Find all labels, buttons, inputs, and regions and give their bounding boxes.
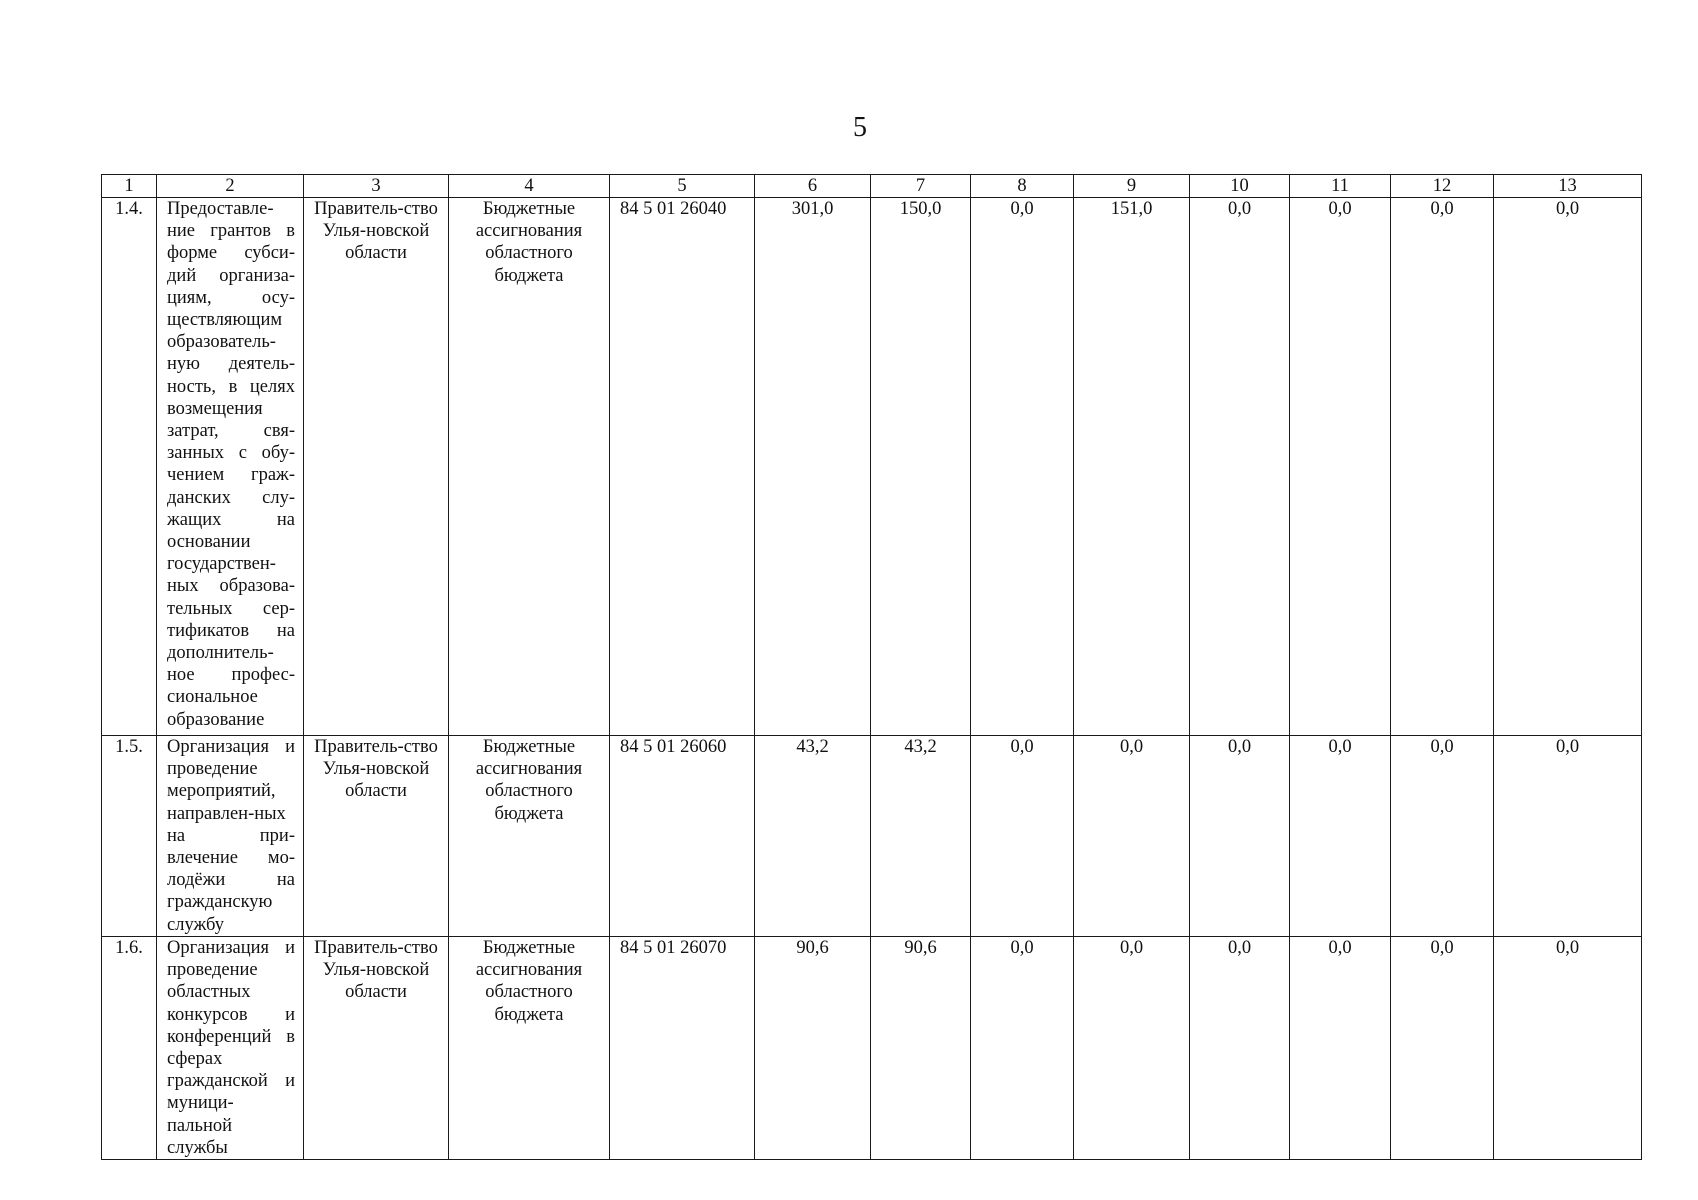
activity-name: Организация и проведение мероприятий, направлен-ных на при-влечение мо-лодёжи на гражданскую службу — [157, 736, 304, 937]
value-cell: 0,0 — [1074, 736, 1190, 937]
activity-name: Организация и проведение областных конкурсов и конференций в сферах гражданской и муници-пальной службы — [157, 937, 304, 1160]
table-row — [102, 198, 1642, 736]
value-cell: 0,0 — [1290, 198, 1391, 736]
row-number: 1.4. — [102, 198, 157, 736]
value-cell: 151,0 — [1074, 198, 1190, 736]
column-header: 9 — [1074, 175, 1190, 198]
column-header: 7 — [871, 175, 971, 198]
value-cell: 90,6 — [871, 937, 971, 1160]
column-header: 6 — [755, 175, 871, 198]
column-header: 13 — [1494, 175, 1642, 198]
value-cell: 0,0 — [971, 736, 1074, 937]
activity-name: Предоставле-ние грантов в форме субси-дий организа-циям, осу-ществляющим образователь-ную деятель-ность, в целях возмещения затрат, свя-занных с обу-чением граж-данских слу-жащих на основании государствен-ных образова-тельных сер-тификатов на дополнитель-ное профес-сиональное образование — [157, 198, 304, 736]
executor-cell: Правитель-ство Улья-новской области — [304, 736, 449, 937]
value-cell: 0,0 — [1391, 198, 1494, 736]
row-number: 1.5. — [102, 736, 157, 937]
funding-source-cell: Бюджетные ассигнования областного бюджета — [449, 736, 610, 937]
value-cell: 0,0 — [1190, 937, 1290, 1160]
column-header: 1 — [102, 175, 157, 198]
column-header: 4 — [449, 175, 610, 198]
value-cell: 43,2 — [871, 736, 971, 937]
executor-cell: Правитель-ство Улья-новской области — [304, 198, 449, 736]
value-cell: 0,0 — [1494, 198, 1642, 736]
table-header-row — [102, 175, 1642, 198]
value-cell: 0,0 — [971, 937, 1074, 1160]
value-cell: 43,2 — [755, 736, 871, 937]
value-cell: 0,0 — [1494, 736, 1642, 937]
value-cell: 0,0 — [1074, 937, 1190, 1160]
value-cell: 150,0 — [871, 198, 971, 736]
budget-code-cell: 84 5 01 26040 — [610, 198, 755, 736]
value-cell: 0,0 — [1290, 736, 1391, 937]
table-row — [102, 937, 1642, 1160]
column-header: 12 — [1391, 175, 1494, 198]
column-header: 5 — [610, 175, 755, 198]
funding-source-cell: Бюджетные ассигнования областного бюджета — [449, 198, 610, 736]
funding-source-cell: Бюджетные ассигнования областного бюджета — [449, 937, 610, 1160]
column-header: 3 — [304, 175, 449, 198]
executor-cell: Правитель-ство Улья-новской области — [304, 937, 449, 1160]
value-cell: 0,0 — [1190, 198, 1290, 736]
value-cell: 0,0 — [1391, 937, 1494, 1160]
column-header: 8 — [971, 175, 1074, 198]
column-header: 2 — [157, 175, 304, 198]
column-header: 10 — [1190, 175, 1290, 198]
value-cell: 301,0 — [755, 198, 871, 736]
budget-table — [101, 174, 1642, 1160]
value-cell: 0,0 — [1190, 736, 1290, 937]
column-header: 11 — [1290, 175, 1391, 198]
value-cell: 0,0 — [971, 198, 1074, 736]
budget-code-cell: 84 5 01 26070 — [610, 937, 755, 1160]
table-row — [102, 736, 1642, 937]
value-cell: 0,0 — [1290, 937, 1391, 1160]
value-cell: 0,0 — [1391, 736, 1494, 937]
page-number: 5 — [853, 112, 867, 143]
value-cell: 0,0 — [1494, 937, 1642, 1160]
row-number: 1.6. — [102, 937, 157, 1160]
value-cell: 90,6 — [755, 937, 871, 1160]
budget-code-cell: 84 5 01 26060 — [610, 736, 755, 937]
